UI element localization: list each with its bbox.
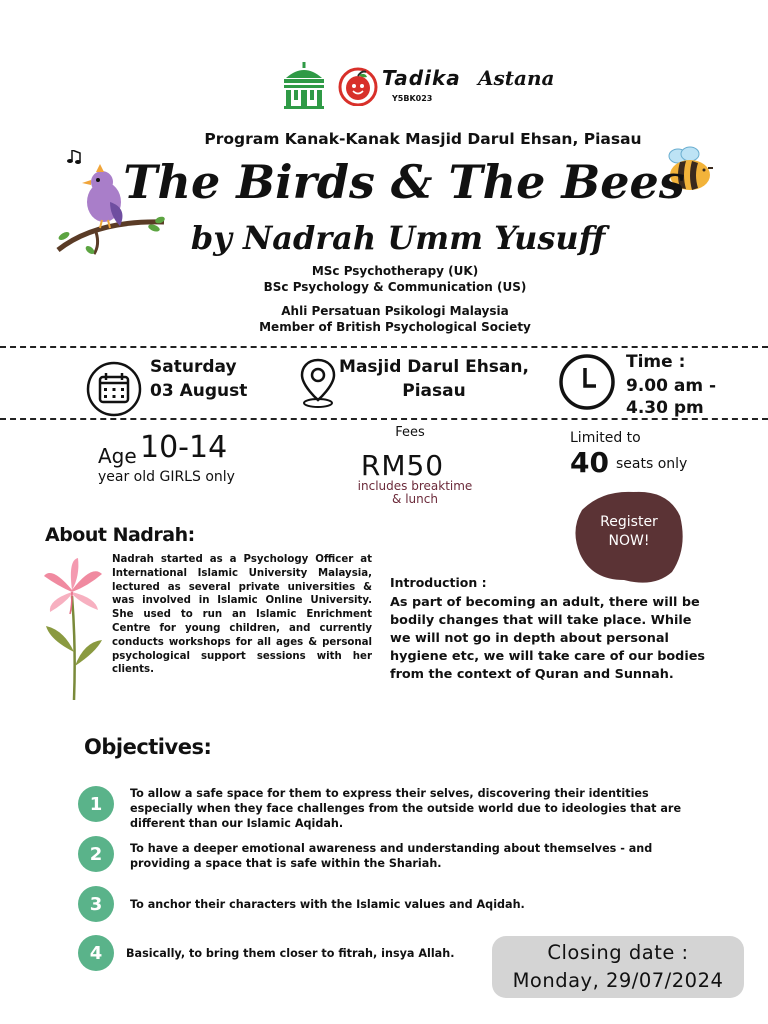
objectives-heading: Objectives: (84, 735, 212, 759)
objective-number-2: 2 (78, 836, 114, 872)
divider-bottom (0, 418, 768, 420)
about-body: Nadrah started as a Psychology Officer at International Islamic University Malaysia, lectured as several private universities & was involved in Islamic Online University. She used to run an Islamic Enrichment Centre for young children, and currently conducts workshops for all ages & personal psychological support sessions with her clients. (112, 554, 372, 676)
mosque-logo-icon (280, 60, 328, 110)
credential-bsc: BSc Psychology & Communication (US) (263, 280, 527, 294)
credential-ppm: Ahli Persatuan Psikologi Malaysia (281, 304, 509, 318)
age-range: 10-14 (140, 430, 228, 465)
objective-text-4: Basically, to bring them closer to fitrah, insya Allah. (126, 947, 455, 960)
age-word: Age (98, 444, 137, 468)
brand-code: Y5BK023 (392, 94, 433, 103)
seats-only-label: seats only (616, 456, 688, 472)
event-day: Saturday (150, 357, 237, 377)
age-requirement: year old GIRLS only (98, 469, 235, 485)
event-date: 03 August (150, 381, 248, 401)
venue-line-2: Piasau (402, 381, 466, 401)
objective-number-3: 3 (78, 886, 114, 922)
objective-text-2: To have a deeper emotional awareness and understanding about themselves - and providing a space that is safe within the Shariah. (130, 842, 653, 870)
objective-number-1: 1 (78, 786, 114, 822)
venue-line-1: Masjid Darul Ehsan, (339, 357, 529, 377)
objective-text-1: To allow a safe space for them to express their selves, discovering their identities especially when they face challenges from the outside world due to ideologies that are different than our Islamic Aqidah. (130, 787, 682, 830)
price-note (340, 480, 490, 506)
price-note-line-1: includes breaktime (357, 479, 473, 493)
intro-heading: Introduction : (390, 575, 487, 590)
time-label: Time : (626, 352, 686, 372)
divider-top (0, 346, 768, 348)
objective-number-4: 4 (78, 935, 114, 971)
calendar-icon (84, 361, 144, 417)
event-title: The Birds & The Bees (123, 155, 685, 209)
price-note-line-2: & lunch (392, 492, 438, 506)
brand-name-astana: Astana (478, 66, 555, 90)
seat-limit: 40 (570, 446, 609, 479)
closing-date: Monday, 29/07/2024 (512, 969, 724, 992)
credential-msc: MSc Psychotherapy (UK) (311, 264, 479, 278)
fees-label: Fees (395, 425, 425, 440)
register-button[interactable] (572, 513, 686, 551)
closing-date-text (492, 939, 744, 995)
objective-text-3: To anchor their characters with the Islamic values and Aqidah. (130, 898, 525, 911)
register-line-2: NOW! (608, 533, 650, 549)
program-name: Program Kanak-Kanak Masjid Darul Ehsan, Piasau (204, 130, 642, 148)
clock-icon (556, 354, 618, 410)
price: RM50 (360, 449, 445, 482)
about-heading: About Nadrah: (45, 524, 195, 546)
location-pin-icon (298, 356, 338, 410)
lily-flower-icon (42, 556, 106, 702)
speaker-byline: by Nadrah Umm Yusuff (190, 219, 606, 257)
credential-bps: Member of British Psychological Society (259, 320, 531, 334)
intro-body: As part of becoming an adult, there will be bodily changes that will take place. While we will not go in depth about personal hygiene etc, we will take care of our bodies from the context of Quran and Sunnah. (390, 595, 706, 682)
time-start: 9.00 am - (626, 376, 717, 396)
register-line-1: Register (600, 514, 658, 530)
brand-name-tadika: Tadika (382, 66, 461, 90)
limit-label: Limited to (570, 430, 641, 446)
closing-label: Closing date : (547, 941, 689, 964)
time-end: 4.30 pm (626, 398, 704, 418)
apple-logo-icon (338, 66, 378, 106)
